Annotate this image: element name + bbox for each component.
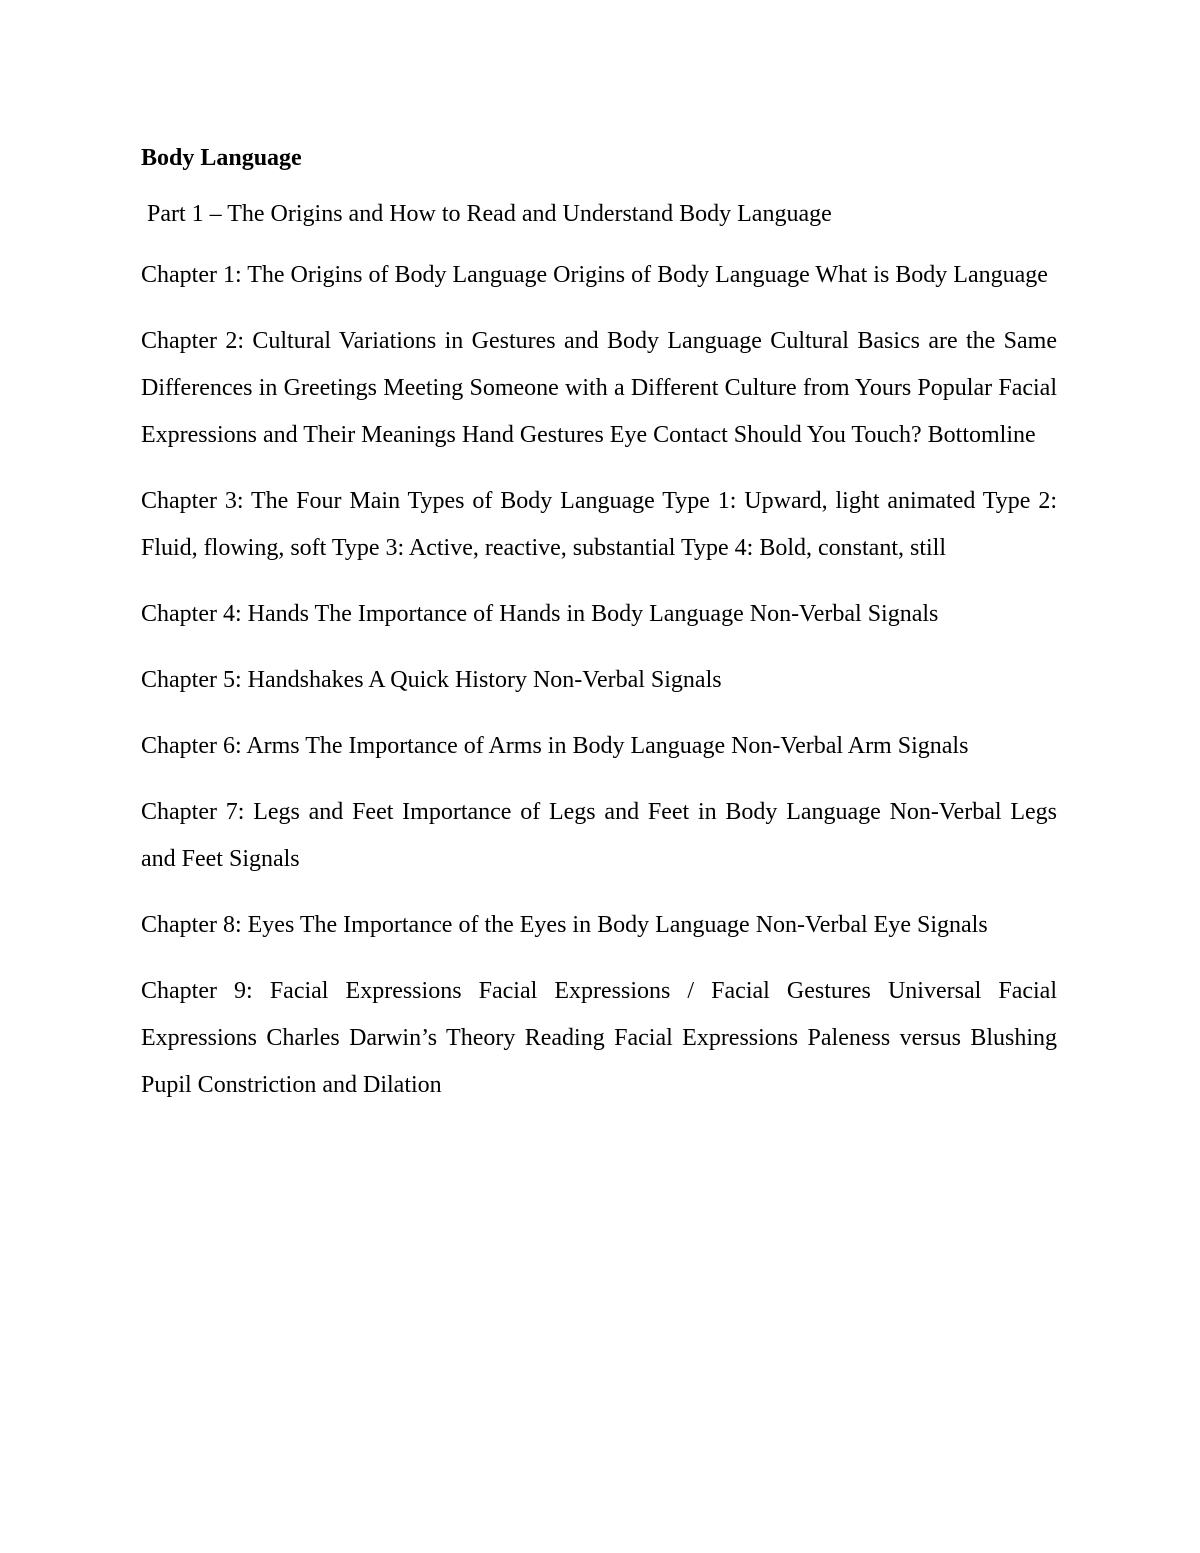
chapter-6-entry: Chapter 6: Arms The Importance of Arms in Body Language Non-Verbal Arm Signals [141,733,969,759]
chapter-4-entry: Chapter 4: Hands The Importance of Hands in Body Language Non-Verbal Signals [141,601,939,627]
part-heading: Part 1 – The Origins and How to Read and Understand Body Language [147,201,832,227]
chapter-1-entry: Chapter 1: The Origins of Body Language Origins of Body Language What is Body Language [141,262,1048,288]
chapter-8-entry: Chapter 8: Eyes The Importance of the Eyes in Body Language Non-Verbal Eye Signals [141,912,988,938]
chapter-7-entry: Chapter 7: Legs and Feet Importance of Legs and Feet in Body Language Non-Verbal Legs and Feet Signals [141,799,1057,872]
document-title: Body Language [141,145,302,171]
chapter-5-entry: Chapter 5: Handshakes A Quick History Non-Verbal Signals [141,667,722,693]
chapter-3-entry: Chapter 3: The Four Main Types of Body Language Type 1: Upward, light animated Type 2: Fluid, flowing, soft Type 3: Active, reactive, substantial Type 4: Bold, constant, still [141,488,1057,561]
chapter-9-entry: Chapter 9: Facial Expressions Facial Expressions / Facial Gestures Universal Facial Expressions Charles Darwin’s Theory Reading Facial Expressions Paleness versus Blushing Pupil Constriction and Dilation [141,978,1057,1098]
document-content [141,140,1057,1128]
chapter-2-entry: Chapter 2: Cultural Variations in Gestures and Body Language Cultural Basics are the Same Differences in Greetings Meeting Someone with a Different Culture from Yours Popular Facial Expressions and Their Meanings Hand Gestures Eye Contact Should You Touch? Bottomline [141,328,1057,448]
